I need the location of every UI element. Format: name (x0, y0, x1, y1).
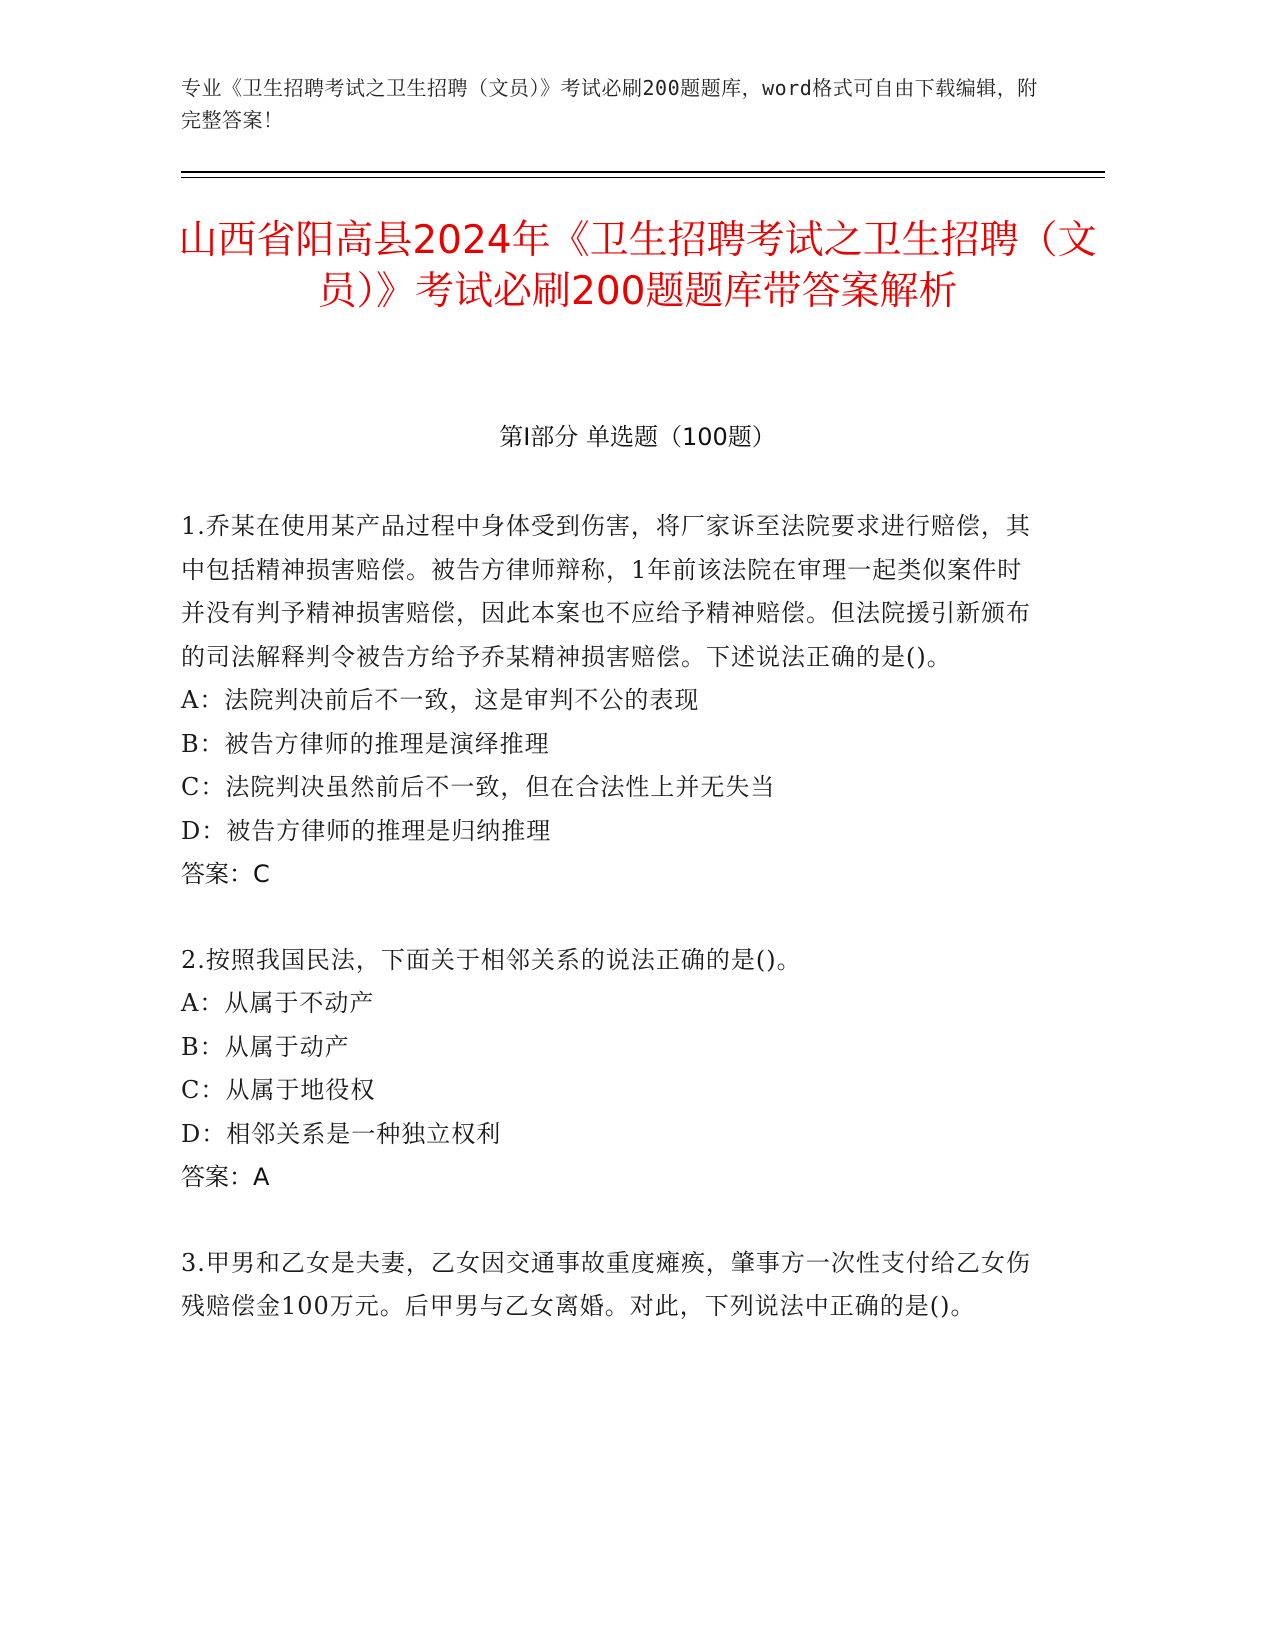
question-stem: 3.甲男和乙女是夫妻，乙女因交通事故重度瘫痪，肇事方一次性支付给乙女伤残赔偿金100万元。后甲男与乙女离婚。对此，下列说法中正确的是()。 (181, 1248, 1031, 1320)
answer-line: 答案：A (181, 1163, 270, 1191)
question-list (181, 505, 1041, 1371)
question-2 (181, 939, 1041, 1200)
option-a: A：法院判决前后不一致，这是审判不公的表现 (181, 686, 700, 714)
question-stem: 1.乔某在使用某产品过程中身体受到伤害，将厂家诉至法院要求进行赔偿，其中包括精神损害赔偿。被告方律师辩称，1年前该法院在审理一起类似案件时并没有判予精神损害赔偿，因此本案也不应给予精神赔偿。但法院援引新颁布的司法解释判令被告方给予乔某精神损害赔偿。下述说法正确的是()。 (181, 512, 1031, 671)
option-c: C：从属于地役权 (181, 1076, 376, 1104)
document-title: 山西省阳高县2024年《卫生招聘考试之卫生招聘（文员）》考试必刷200题题库带答案解析 (178, 218, 1097, 314)
question-3 (181, 1242, 1041, 1329)
option-d: D：相邻关系是一种独立权利 (181, 1119, 502, 1148)
header-divider-thick (181, 171, 1105, 173)
option-a: A：从属于不动产 (181, 989, 375, 1017)
option-b: B：被告方律师的推理是演绎推理 (181, 729, 550, 758)
option-b: B：从属于动产 (181, 1032, 350, 1061)
option-d: D：被告方律师的推理是归纳推理 (181, 816, 552, 845)
header-note: 专业《卫生招聘考试之卫生招聘（文员）》考试必刷200题题库，word格式可自由下载编辑，附完整答案！ (181, 76, 1038, 132)
header-divider-thin (181, 177, 1105, 178)
option-c: C：法院判决虽然前后不一致，但在合法性上并无失当 (181, 773, 776, 801)
question-stem: 2.按照我国民法，下面关于相邻关系的说法正确的是()。 (181, 945, 802, 974)
answer-line: 答案：C (181, 860, 270, 888)
section-heading: 第Ⅰ部分 单选题（100题） (499, 423, 776, 451)
question-1 (181, 505, 1041, 897)
